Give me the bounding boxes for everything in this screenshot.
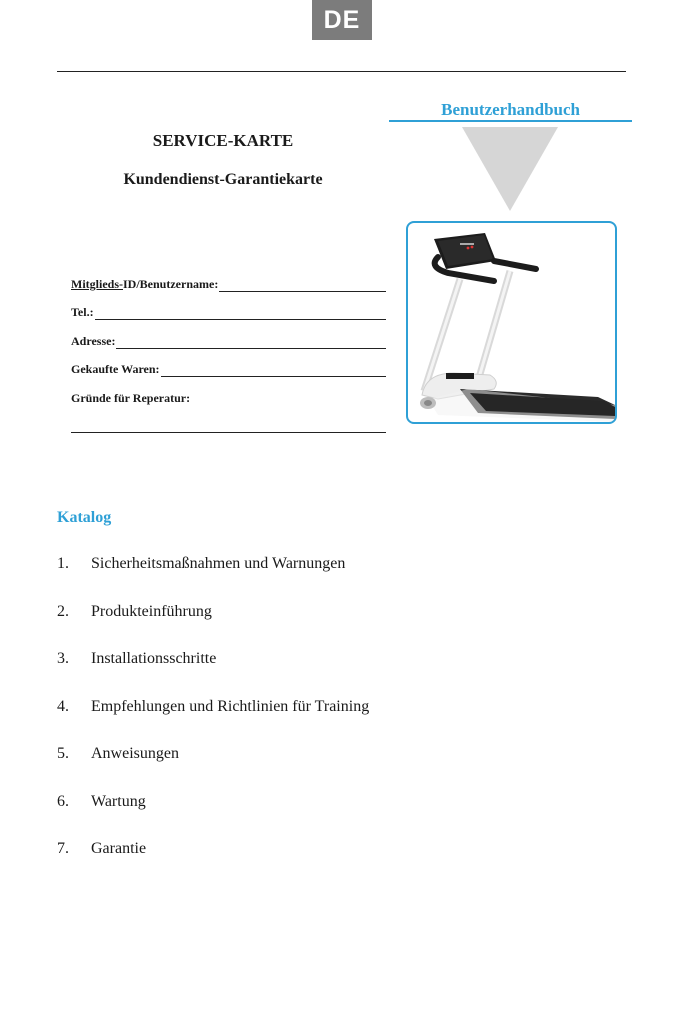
treadmill-illustration [408, 223, 615, 422]
purchased-goods-field [71, 362, 386, 377]
member-id-field [71, 277, 386, 292]
catalog-item: 4. Empfehlungen und Richtlinien für Training [57, 697, 370, 715]
manual-title: Benutzerhandbuch [441, 100, 580, 119]
catalog-item: 2. Produkteinführung [57, 602, 212, 620]
catalog-title: Katalog [57, 509, 112, 526]
catalog-item: 1. Sicherheitsmaßnahmen und Warnungen [57, 555, 346, 572]
language-badge: DE [312, 0, 372, 40]
catalog-item: 6. Wartung [57, 792, 146, 810]
purchased-goods-label: Gekaufte Waren: [71, 362, 160, 376]
member-id-line [219, 279, 386, 292]
product-image-frame [406, 221, 617, 424]
address-line [116, 336, 386, 349]
phone-line [95, 307, 386, 320]
phone-field [71, 305, 386, 320]
repair-reason-line [71, 432, 386, 433]
service-card-subtitle: Kundendienst-Garantiekarte [123, 171, 323, 188]
down-triangle-icon [462, 127, 558, 211]
repair-reason-label: Gründe für Reperatur: [71, 391, 191, 405]
address-field [71, 334, 386, 349]
member-id-label: Mitglieds-ID/Benutzername: [71, 277, 219, 291]
catalog-item: 5. Anweisungen [57, 745, 179, 762]
address-label: Adresse: [71, 334, 116, 348]
catalog-item: 3. Installationsschritte [57, 650, 217, 667]
service-card-title: SERVICE-KARTE [152, 131, 294, 150]
manual-title-underline [389, 120, 632, 122]
catalog-list [57, 555, 369, 888]
purchased-goods-line [161, 364, 386, 377]
top-divider [57, 71, 626, 72]
phone-label: Tel.: [71, 305, 94, 319]
catalog-item: 7. Garantie [57, 840, 147, 857]
